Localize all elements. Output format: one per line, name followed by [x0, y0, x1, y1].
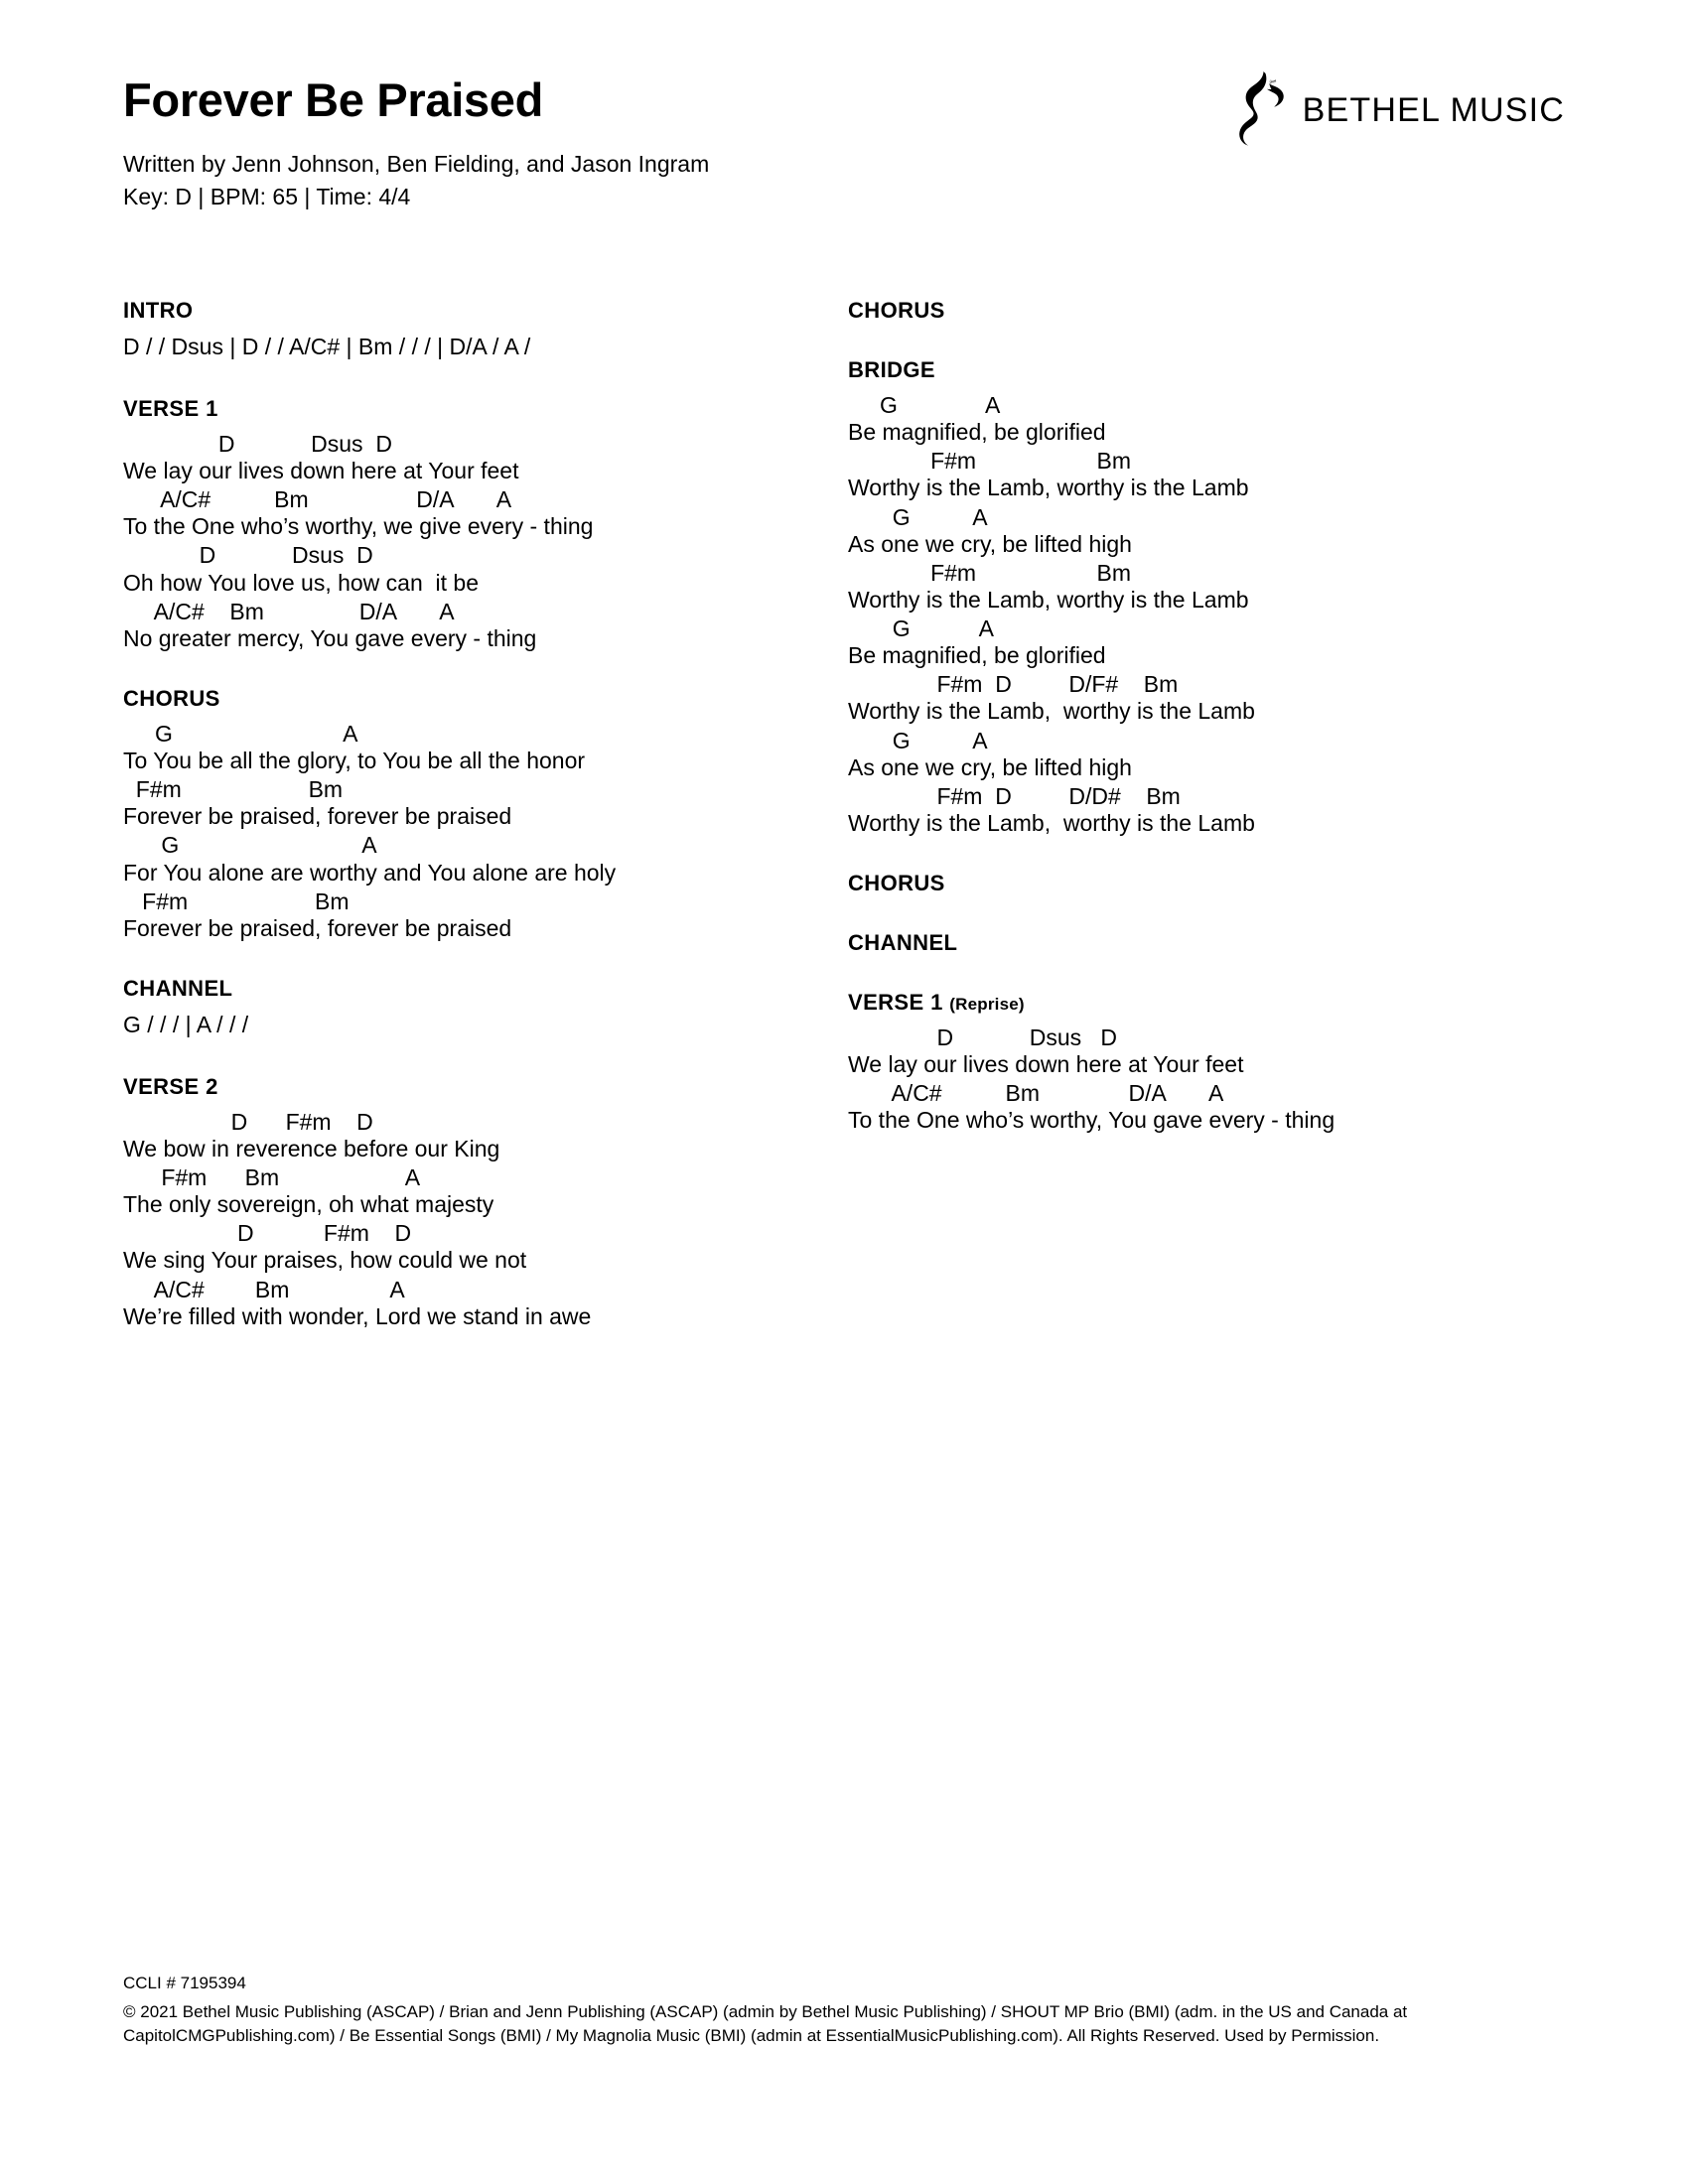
section-heading-verse-1-reprise [848, 990, 1573, 1016]
lyric-line: Be magnified, be glorified [848, 419, 1106, 446]
chord-line: F#m D D/F# Bm [848, 671, 1179, 698]
key-bpm-time: Key: D | BPM: 65 | Time: 4/4 [123, 184, 411, 210]
lyric-line: Worthy is the Lamb, worthy is the Lamb [848, 809, 1255, 836]
section-heading-intro: INTRO [123, 298, 194, 323]
copyright-text: © 2021 Bethel Music Publishing (ASCAP) / Brian and Jenn Publishing (ASCAP) (admin by Bethel Music Publishing) / SHOUT MP Brio (BMI) (adm. in the US and Canada at CapitolCMGPublishing.com) / Be Essential Songs (BMI) / My Magnolia Music (BMI) (admin at EssentialMusicPublishing.com). All Rights Reserved. Used by Permission. [123, 2001, 1408, 2046]
section-bridge [848, 357, 1573, 837]
lyric-line: We lay our lives down here at Your feet [123, 458, 519, 484]
chord-line: G A [123, 720, 358, 747]
chord-line: G A [848, 615, 994, 641]
lyric-line: As one we cry, be lifted high [848, 753, 1132, 780]
chord-line: A/C# Bm D/A A [848, 1080, 1224, 1107]
chord-line: F#m Bm [123, 776, 344, 803]
chord-line: D F#m D [123, 1220, 412, 1247]
lyric-line: We sing Your praises, how could we not [123, 1247, 527, 1274]
section-heading-chorus: CHORUS [848, 871, 945, 895]
chord-line: F#m D D/D# Bm [848, 782, 1181, 809]
lyric-line: We bow in reverence before our King [123, 1135, 500, 1161]
chord-line: F#m Bm [848, 559, 1131, 586]
section-chorus-left [123, 686, 848, 942]
channel-chords: G / / / | A / / / [123, 1011, 249, 1037]
chord-line: G A [123, 832, 377, 859]
section-heading-verse-1: VERSE 1 [123, 395, 218, 421]
lyric-line: Worthy is the Lamb, worthy is the Lamb [848, 475, 1249, 501]
section-chorus-marker-bottom [848, 871, 1573, 896]
lyric-line: No greater mercy, You gave every - thing [123, 624, 537, 651]
bethel-music-logo [1235, 71, 1565, 149]
chord-line: D F#m D [123, 1108, 373, 1135]
lyric-line: Forever be praised, forever be praised [123, 914, 512, 941]
lyric-line: We’re filled with wonder, Lord we stand in awe [123, 1302, 592, 1329]
chord-line: D Dsus D [848, 1024, 1117, 1050]
chord-line: F#m Bm [123, 887, 350, 914]
lyric-line: Forever be praised, forever be praised [123, 803, 512, 830]
chord-line: A/C# Bm D/A A [123, 598, 455, 624]
chord-line: A/C# Bm A [123, 1276, 405, 1302]
section-chorus-marker-top [848, 298, 1573, 324]
section-heading-reprise-tag: (Reprise) [949, 995, 1025, 1014]
lyric-line: For You alone are worthy and You alone are holy [123, 859, 617, 886]
page-title: Forever Be Praised [123, 73, 544, 126]
section-channel-left [123, 976, 848, 1040]
songwriter-credits: Written by Jenn Johnson, Ben Fielding, and Jason Ingram [123, 150, 710, 177]
section-heading-chorus: CHORUS [123, 685, 220, 711]
section-channel-right [848, 930, 1573, 956]
section-heading-chorus: CHORUS [848, 298, 945, 323]
chord-line: G A [848, 392, 1001, 418]
lyric-line: To the One who’s worthy, You gave every - thing [848, 1107, 1336, 1134]
lyric-line: To the One who’s worthy, we give every - thing [123, 513, 594, 540]
lyric-line: Worthy is the Lamb, worthy is the Lamb [848, 698, 1255, 725]
intro-chords: D / / Dsus | D / / A/C# | Bm / / / | D/A / A / [123, 334, 531, 359]
chart-body [123, 298, 1573, 1332]
section-intro [123, 298, 848, 362]
document-footer [123, 1971, 1565, 2049]
chord-line: F#m Bm [848, 448, 1131, 475]
lyric-line: The only sovereign, oh what majesty [123, 1191, 494, 1218]
lyric-line: We lay our lives down here at Your feet [848, 1051, 1244, 1078]
section-verse-1-reprise [848, 990, 1573, 1135]
right-column [848, 298, 1573, 1332]
left-column [123, 298, 848, 1332]
bethel-deer-icon [1235, 71, 1287, 149]
lyric-line: As one we cry, be lifted high [848, 530, 1132, 557]
section-heading-text: VERSE 1 [848, 990, 950, 1015]
lyric-line: To You be all the glory, to You be all the honor [123, 748, 586, 774]
chord-line: D Dsus D [123, 430, 392, 457]
lyric-line: Oh how You love us, how can it be [123, 569, 480, 596]
section-heading-verse-2: VERSE 2 [123, 1073, 218, 1099]
section-heading-bridge: BRIDGE [848, 357, 935, 382]
logo-text: BETHEL MUSIC [1302, 90, 1565, 129]
lyric-line: Worthy is the Lamb, worthy is the Lamb [848, 586, 1249, 613]
section-verse-1 [123, 396, 848, 652]
ccli-number: CCLI # 7195394 [123, 1974, 246, 1992]
chord-line: D Dsus D [123, 542, 373, 569]
chord-line: G A [848, 727, 988, 753]
section-verse-2 [123, 1074, 848, 1330]
chord-line: A/C# Bm D/A A [123, 486, 512, 513]
chord-line: G A [848, 503, 988, 530]
section-heading-channel: CHANNEL [123, 975, 233, 1001]
lyric-line: Be magnified, be glorified [848, 642, 1106, 669]
section-heading-channel: CHANNEL [848, 930, 958, 955]
chord-line: F#m Bm A [123, 1164, 421, 1191]
